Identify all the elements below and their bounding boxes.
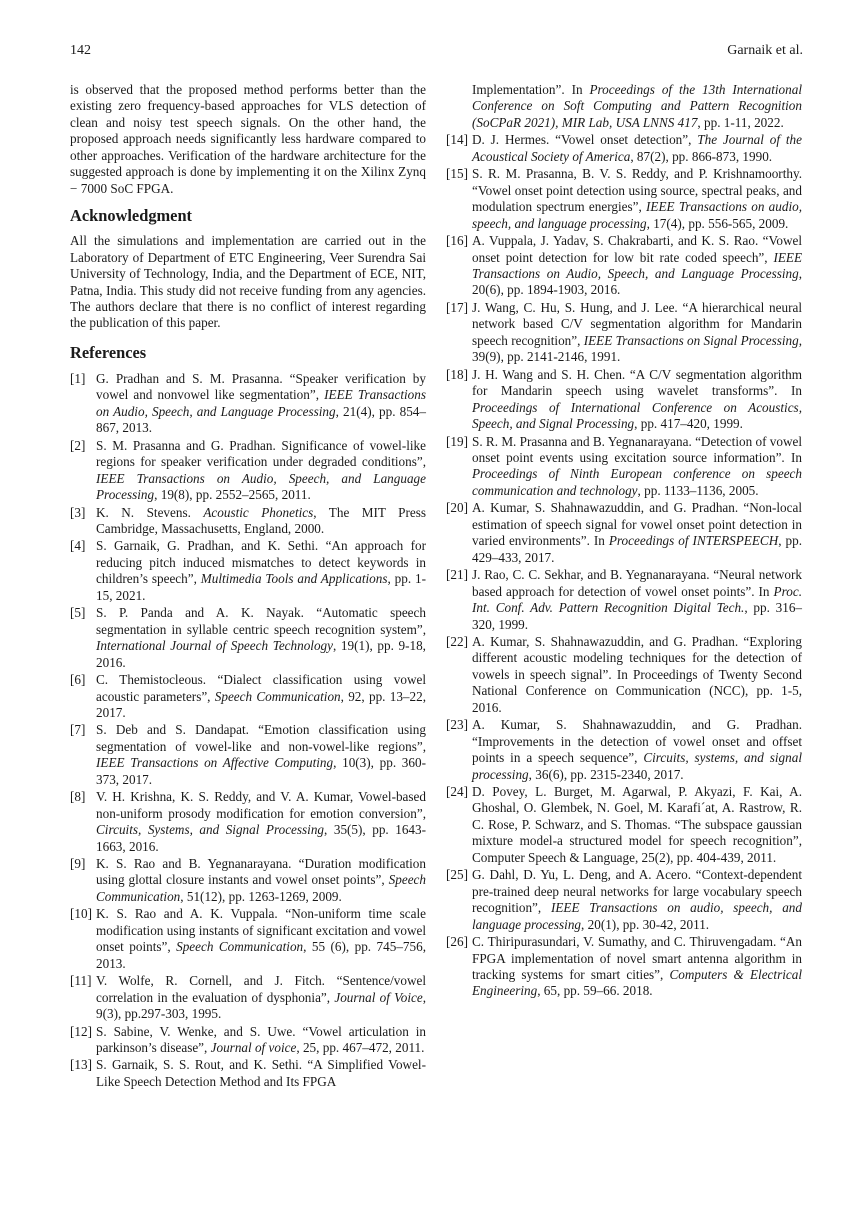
reference-number: [11]	[70, 973, 92, 989]
reference-venue: The Journal of the Acoustical Society of America	[472, 132, 802, 164]
reference-item	[70, 1057, 426, 1090]
reference-text-part: K. S. Rao and A. K. Vuppala. “Non-uniform time scale modification using instants of significant excitation and vowel onset points”,	[96, 906, 426, 955]
page-number: 142	[70, 43, 91, 58]
reference-text	[472, 934, 802, 1000]
reference-item	[70, 538, 426, 604]
reference-item	[446, 784, 802, 866]
reference-text	[96, 605, 426, 671]
reference-text-part: D. J. Hermes. “Vowel onset detection”,	[472, 132, 698, 148]
reference-venue: IEEE Transactions on audio, speech, and language processing	[472, 199, 802, 231]
reference-text-part: A. Kumar, S. Shahnawazuddin, and G. Pradhan. “Exploring different acoustic modeling techniques for the detection of vowels in speech signal”. In Proceedings of Twenty Second National Conference on Communication (NCC), pp. 1-5, 2016.	[472, 633, 802, 715]
reference-number: [13]	[70, 1057, 92, 1073]
reference-number: [1]	[70, 370, 86, 386]
reference-text-part: S. Garnaik, G. Pradhan, and K. Sethi. “An approach for reducing pitch induced mismatches to detect keywords in children’s speech”,	[96, 538, 426, 587]
reference-details: , 25, pp. 467–472, 2011.	[296, 1040, 425, 1056]
reference-text	[96, 1057, 426, 1090]
reference-number: [18]	[446, 366, 468, 382]
reference-list-right	[446, 82, 802, 1000]
reference-item	[70, 722, 426, 788]
reference-details: , The MIT Press Cambridge, Massachusetts, England, 2000.	[96, 504, 427, 536]
reference-details: , 55 (6), pp. 745–756, 2013.	[96, 939, 426, 971]
reference-list-left	[70, 371, 426, 1090]
reference-number: [26]	[446, 934, 468, 950]
reference-venue: Computers & Electrical Engineering	[472, 967, 802, 999]
left-column	[70, 82, 426, 1091]
reference-venue: Circuits, Systems, and Signal Processing	[96, 822, 325, 838]
reference-venue: Proc. Int. Conf. Adv. Pattern Recognition Digital Tech.	[472, 583, 802, 616]
reference-venue: Proceedings of the 13th International Conference on Soft Computing and Pattern Recognition (SoCPaR 2021), MIR Lab, USA LNNS 417	[472, 82, 802, 130]
reference-item	[70, 973, 426, 1022]
reference-details: , 10(3), pp. 360-373, 2017.	[96, 755, 426, 787]
reference-number: [20]	[446, 500, 468, 516]
reference-text	[96, 1024, 426, 1057]
reference-details: , 92, pp. 13–22, 2017.	[96, 688, 427, 720]
reference-details: , 20(1), pp. 30-42, 2011.	[581, 916, 710, 932]
reference-item	[70, 371, 426, 437]
reference-text	[96, 789, 426, 855]
reference-item	[70, 672, 426, 721]
reference-text	[472, 233, 802, 299]
reference-text-part: G. Pradhan and S. M. Prasanna. “Speaker verification by vowel and nonvowel like segmentation”,	[96, 370, 426, 403]
reference-number: [25]	[446, 867, 468, 883]
reference-venue: Multimedia Tools and Applications	[200, 571, 388, 587]
reference-text-part: S. Garnaik, S. S. Rout, and K. Sethi. “A Simplified Vowel-Like Speech Detection Method and Its FPGA	[96, 1057, 426, 1089]
reference-details: , pp. 417–420, 1999.	[634, 416, 743, 432]
reference-details: , 36(6), pp. 2315-2340, 2017.	[528, 766, 684, 782]
reference-text-part: S. R. M. Prasanna, B. V. S. Reddy, and P. Krishnamoorthy. “Vowel onset point detection using source, spectral peaks, and modulation spectrum energies”,	[472, 166, 802, 215]
reference-venue: Journal of Voice	[334, 989, 423, 1005]
reference-number: [16]	[446, 233, 468, 249]
reference-item	[446, 233, 802, 299]
reference-text-part: S. M. Prasanna and G. Pradhan. Significance of vowel-like regions for speaker verification under degraded conditions”,	[96, 437, 426, 470]
reference-item	[446, 934, 802, 1000]
reference-details: , pp. 1133–1136, 2005.	[637, 482, 759, 498]
reference-venue: Proceedings of INTERSPEECH	[608, 533, 779, 549]
reference-details: , 35(5), pp. 1643-1663, 2016.	[96, 822, 426, 854]
reference-details: , 17(4), pp. 556-565, 2009.	[646, 215, 789, 231]
reference-text-part: J. Rao, C. C. Sekhar, and B. Yegnanarayana. “Neural network based approach for detection of vowel onset points”. In	[472, 567, 802, 599]
reference-item	[446, 634, 802, 716]
reference-details: , 39(9), pp. 2141-2146, 1991.	[472, 332, 802, 365]
reference-venue: IEEE Transactions on Audio, Speech, and Language Processing	[96, 470, 426, 503]
reference-text	[472, 132, 802, 165]
reference-text-part: C. Thiripurasundari, V. Sumathy, and C. Thiruvengadam. “An FPGA implementation of novel smart antenna algorithm in tracking systems for smart cities”,	[472, 934, 802, 983]
reference-details: , pp. 316–320, 1999.	[472, 600, 802, 632]
reference-number: [14]	[446, 132, 468, 148]
reference-number: [8]	[70, 789, 86, 805]
reference-text-part: C. Themistocleous. “Dialect classification using vowel acoustic parameters”,	[96, 672, 426, 704]
reference-item	[70, 505, 426, 538]
acknowledgment-text: All the simulations and implementation are carried out in the Laboratory of Department of ETC Engineering, Veer Surendra Sai University of Technology, India, and the Department of ECE, NIT, Patna, India. This study did not receive funding from any agencies. The authors declare that there is no conflict of interest regarding the publication of this paper.	[70, 233, 426, 331]
reference-text	[96, 672, 426, 721]
reference-item	[446, 132, 802, 165]
reference-text	[472, 82, 802, 131]
reference-details: , 20(6), pp. 1894-1903, 2016.	[472, 265, 802, 298]
reference-text	[472, 166, 802, 232]
reference-item	[70, 1024, 426, 1057]
references-heading: References	[70, 342, 147, 362]
reference-text	[472, 500, 802, 566]
reference-item	[446, 500, 802, 566]
reference-text-part: V. H. Krishna, K. S. Reddy, and V. A. Kumar, Vowel-based non-uniform prosody modification for emotion conversion”,	[96, 789, 426, 821]
reference-number: [17]	[446, 299, 468, 315]
reference-number: [2]	[70, 437, 86, 453]
reference-venue: IEEE Transactions on audio, speech, and language processing	[472, 900, 802, 932]
reference-number: [12]	[70, 1023, 92, 1039]
reference-item	[446, 867, 802, 933]
reference-number: [6]	[70, 672, 86, 688]
reference-item	[70, 605, 426, 671]
reference-text	[96, 538, 426, 604]
reference-details: , 19(8), pp. 2552–2565, 2011.	[154, 487, 311, 503]
reference-text-part: S. R. M. Prasanna and B. Yegnanarayana. “Detection of vowel onset point events using excitation source information”. In	[472, 433, 802, 465]
reference-venue: Speech Communication	[96, 872, 426, 904]
reference-number: [23]	[446, 717, 468, 733]
reference-venue: Proceedings of International Conference on Acoustics, Speech, and Signal Processing	[472, 399, 802, 432]
reference-venue: IEEE Transactions on Signal Processing	[583, 332, 799, 348]
reference-text	[96, 973, 426, 1022]
reference-item	[70, 906, 426, 972]
reference-text-part: Implementation”. In	[472, 82, 590, 97]
reference-details: , pp. 429–433, 2017.	[472, 533, 803, 565]
reference-number: [22]	[446, 633, 468, 649]
reference-text-part: J. H. Wang and S. H. Chen. “A C/V segmentation algorithm for Mandarin speech using wavelet transforms”. In	[472, 366, 802, 399]
reference-text-part: A. Kumar, S. Shahnawazuddin, and G. Pradhan. “Non-local estimation of speech signal for vowel onset point detection in varied environments”. In	[472, 500, 802, 549]
reference-text	[96, 505, 426, 538]
reference-number: [21]	[446, 567, 468, 583]
reference-text	[472, 717, 802, 783]
right-column	[446, 82, 802, 1001]
reference-details: , 21(4), pp. 854–867, 2013.	[96, 403, 426, 436]
reference-text-part: S. P. Panda and A. K. Nayak. “Automatic speech segmentation in syllable centric speech recognition system”,	[96, 605, 426, 637]
reference-number: [24]	[446, 784, 468, 800]
reference-venue: International Journal of Speech Technology	[96, 638, 334, 654]
reference-number: [4]	[70, 538, 86, 554]
reference-text-part: D. Povey, L. Burget, M. Agarwal, P. Akyazi, F. Kai, A. Ghoshal, O. Glembek, N. Goel, M. Karafi´at, A. Rastrow, R. C. Rose, P. Schwarz, and S. Thomas. “The subspace gaussian mixture model-a structured model for speech recognition”, Computer Speech & Language, 25(2), pp. 404-439, 2011.	[472, 784, 802, 865]
reference-text-part: K. N. Stevens.	[96, 504, 204, 520]
reference-venue: Proceedings of Ninth European conference on speech communication and technology	[472, 466, 802, 498]
reference-details: , pp. 1-15, 2021.	[96, 571, 426, 603]
reference-number: [9]	[70, 856, 86, 872]
reference-venue: IEEE Transactions on Audio, Speech, and Language Processing	[472, 249, 802, 281]
reference-number: [5]	[70, 605, 86, 621]
reference-number	[446, 82, 472, 131]
reference-item	[446, 82, 802, 131]
reference-text	[472, 434, 802, 500]
reference-text	[472, 367, 802, 433]
reference-text	[96, 371, 426, 437]
reference-item	[70, 438, 426, 504]
reference-text-part: V. Wolfe, R. Cornell, and J. Fitch. “Sentence/vowel correlation in the evaluation of dysphonia”,	[96, 973, 426, 1005]
reference-text-part: S. Deb and S. Dandapat. “Emotion classification using segmentation of vowel-like and non-vowel-like regions”,	[96, 722, 426, 754]
reference-item	[70, 789, 426, 855]
reference-text	[472, 300, 802, 366]
reference-number: [15]	[446, 166, 468, 182]
reference-item	[446, 166, 802, 232]
reference-text-part: K. S. Rao and B. Yegnanarayana. “Duration modification using glottal closure instants and vowel onset points”,	[96, 856, 426, 888]
reference-text-part: J. Wang, C. Hu, S. Hung, and J. Lee. “A hierarchical neural network based C/V segmentation algorithm for Mandarin speech recognition”,	[472, 299, 802, 348]
reference-text	[472, 567, 802, 633]
reference-venue: Speech Communication	[176, 939, 304, 955]
reference-text-part: S. Sabine, V. Wenke, and S. Uwe. “Vowel articulation in parkinson’s disease”,	[96, 1023, 426, 1056]
reference-venue: Circuits, systems, and signal processing	[472, 750, 802, 782]
reference-text	[96, 722, 426, 788]
reference-item	[446, 367, 802, 433]
reference-venue: Journal of voice	[210, 1040, 297, 1056]
reference-item	[446, 717, 802, 783]
reference-venue: IEEE Transactions on Affective Computing	[96, 755, 334, 771]
reference-text	[96, 906, 426, 972]
reference-item	[446, 567, 802, 633]
reference-item	[446, 300, 802, 366]
reference-text-part: A. Kumar, S. Shahnawazuddin, and G. Pradhan. “Improvements in the detection of vowel onset and offset points in a speech sequence”,	[472, 717, 802, 766]
reference-text	[472, 634, 802, 716]
reference-venue: Acoustic Phonetics	[203, 504, 314, 520]
reference-details: , 65, pp. 59–66. 2018.	[537, 983, 653, 999]
reference-number: [19]	[446, 433, 468, 449]
reference-details: , 19(1), pp. 9-18, 2016.	[96, 638, 426, 670]
reference-details: , pp. 1-11, 2022.	[697, 114, 784, 130]
reference-venue: Speech Communication	[214, 688, 341, 704]
reference-details: , 87(2), pp. 866-873, 1990.	[630, 148, 773, 164]
intro-paragraph: is observed that the proposed method performs better than the existing zero frequency-based approaches for VLS detection of clean and noisy test speech signals. On the other hand, the proposed approach needs significantly less hardware compared to other approaches. Verification of the hardware architecture for the suggested approach is done by implementing it on the Xilinx Zynq − 7000 SoC FPGA.	[70, 82, 426, 196]
acknowledgment-heading: Acknowledgment	[70, 206, 193, 226]
reference-venue: IEEE Transactions on Audio, Speech, and Language Processing	[96, 387, 426, 419]
reference-text-part: G. Dahl, D. Yu, L. Deng, and A. Acero. “Context-dependent pre-trained deep neural networks for large vocabulary speech recognition”,	[472, 867, 802, 916]
reference-text-part: A. Vuppala, J. Yadav, S. Chakrabarti, and K. S. Rao. “Vowel onset point detection for low bit rate coded speech”,	[472, 233, 802, 265]
reference-details: , 9(3), pp.297-303, 1995.	[96, 989, 427, 1022]
reference-text	[472, 784, 802, 866]
reference-number: [3]	[70, 504, 86, 520]
reference-details: , 51(12), pp. 1263-1269, 2009.	[180, 888, 342, 904]
reference-text	[472, 867, 802, 933]
reference-number: [10]	[70, 906, 92, 922]
reference-item	[446, 434, 802, 500]
reference-text	[96, 438, 426, 504]
reference-text	[96, 856, 426, 905]
running-head: Garnaik et al.	[727, 43, 803, 58]
reference-number: [7]	[70, 722, 86, 738]
reference-item	[70, 856, 426, 905]
